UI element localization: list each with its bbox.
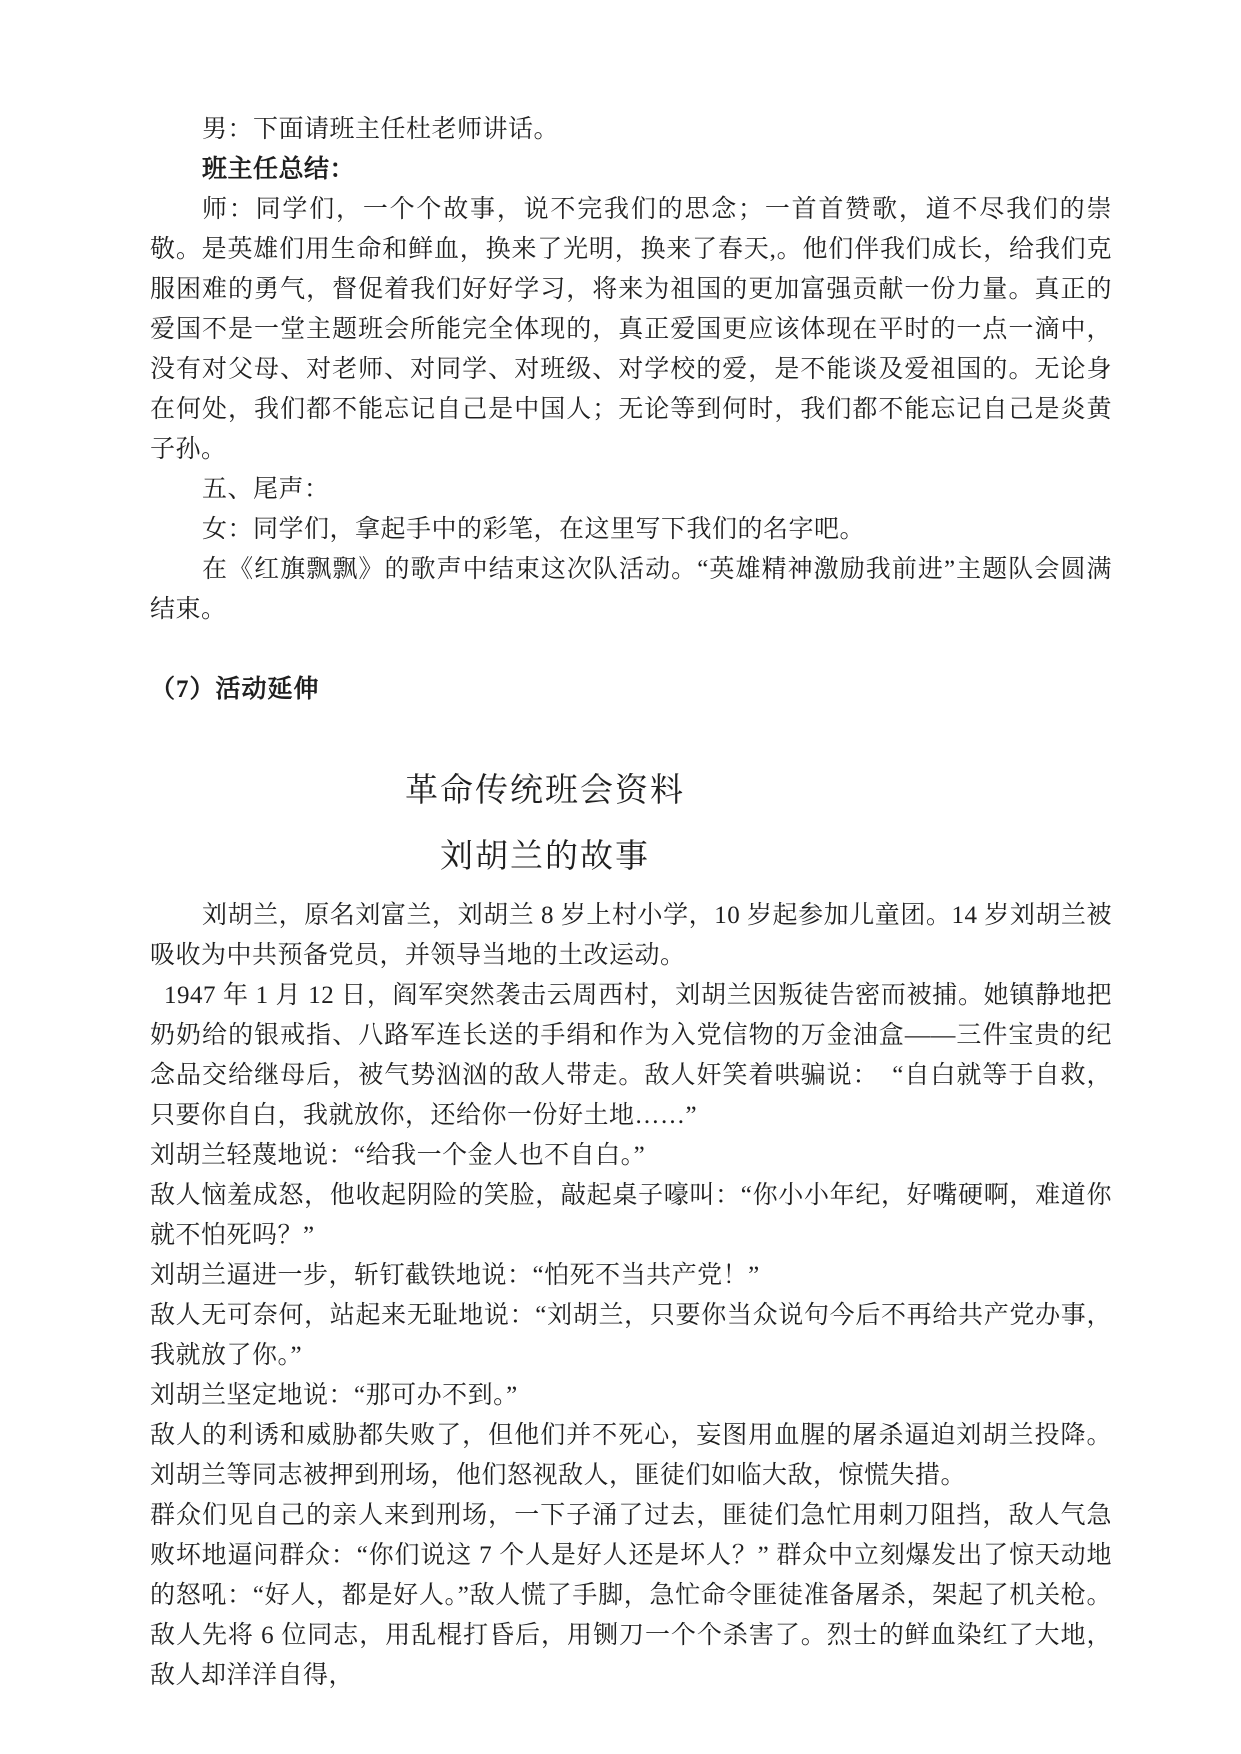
story-paragraph: 敌人的利诱和威胁都失败了，但他们并不死心，妄图用血腥的屠杀逼迫刘胡兰投降。刘胡兰等同志被押到刑场，他们怒视敌人，匪徒们如临大敌，惊慌失措。 [150,1422,1112,1489]
story-paragraph: 刘胡兰逼进一步，斩钉截铁地说：“怕死不当共产党！” [150,1262,760,1289]
story-paragraph: 敌人恼羞成怒，他收起阴险的笑脸，敲起桌子嚎叫：“你小小年纪，好嘴硬啊，难道你就不怕死吗？” [150,1182,1112,1249]
story-section [150,896,1112,1696]
section-five-heading: 五、尾声： [202,476,330,503]
doc-title-sub: 刘胡兰的故事 [440,839,650,875]
story-paragraph: 群众们见自己的亲人来到刑场，一下子涌了过去，匪徒们急忙用刺刀阻挡，敌人气急败坏地逼问群众：“你们说这 7 个人是好人还是坏人？” 群众中立刻爆发出了惊天动地的怒吼：“好人，都是好人。”敌人慌了手脚，急忙命令匪徒准备屠杀，架起了机关枪。敌人先将 6 位同志，用乱棍打昏后，用铡刀一个个杀害了。烈士的鲜血染红了大地，敌人却洋洋自得， [150,1502,1112,1689]
text-column [150,0,1112,1696]
story-paragraph: 刘胡兰坚定地说：“那可办不到。” [150,1382,518,1409]
teacher-speech-paragraph: 师：同学们，一个个故事，说不完我们的思念；一首首赞歌，道不尽我们的崇敬。是英雄们用生命和鲜血，换来了光明，换来了春天,。他们伴我们成长，给我们克服困难的勇气，督促着我们好好学习，将来为祖国的更加富强贡献一份力量。真正的爱国不是一堂主题班会所能完全体现的，真正爱国更应该体现在平时的一点一滴中，没有对父母、对老师、对同学、对班级、对学校的爱，是不能谈及爱祖国的。无论身在何处，我们都不能忘记自己是中国人；无论等到何时，我们都不能忘记自己是炎黄子孙。 [150,196,1112,463]
story-paragraph: 刘胡兰轻蔑地说：“给我一个金人也不自白。” [150,1142,646,1169]
story-paragraph: 敌人无可奈何，站起来无耻地说：“刘胡兰，只要你当众说句今后不再给共产党办事，我就放了你。” [150,1302,1112,1369]
extension-heading: （7）活动延伸 [150,676,320,703]
dialog-line-boy: 男：下面请班主任杜老师讲话。 [202,116,560,143]
closing-paragraph: 在《红旗飘飘》的歌声中结束这次队活动。“英雄精神激励我前进”主题队会圆满结束。 [150,556,1112,623]
doc-title-main: 革命传统班会资料 [405,773,685,809]
story-paragraph: 1947 年 1 月 12 日，阎军突然袭击云周西村，刘胡兰因叛徒告密而被捕。她镇静地把奶奶给的银戒指、八路军连长送的手绢和作为入党信物的万金油盒——三件宝贵的纪念品交给继母后，被气势汹汹的敌人带走。敌人奸笑着哄骗说： “自白就等于自救，只要你自白，我就放你，还给你一份好土地……” [150,982,1112,1129]
teacher-summary-heading: 班主任总结： [202,156,356,183]
story-paragraph: 刘胡兰，原名刘富兰，刘胡兰 8 岁上村小学，10 岁起参加儿童团。14 岁刘胡兰被吸收为中共预备党员，并领导当地的土改运动。 [150,902,1112,969]
dialog-line-girl: 女：同学们，拿起手中的彩笔，在这里写下我们的名字吧。 [202,516,866,543]
